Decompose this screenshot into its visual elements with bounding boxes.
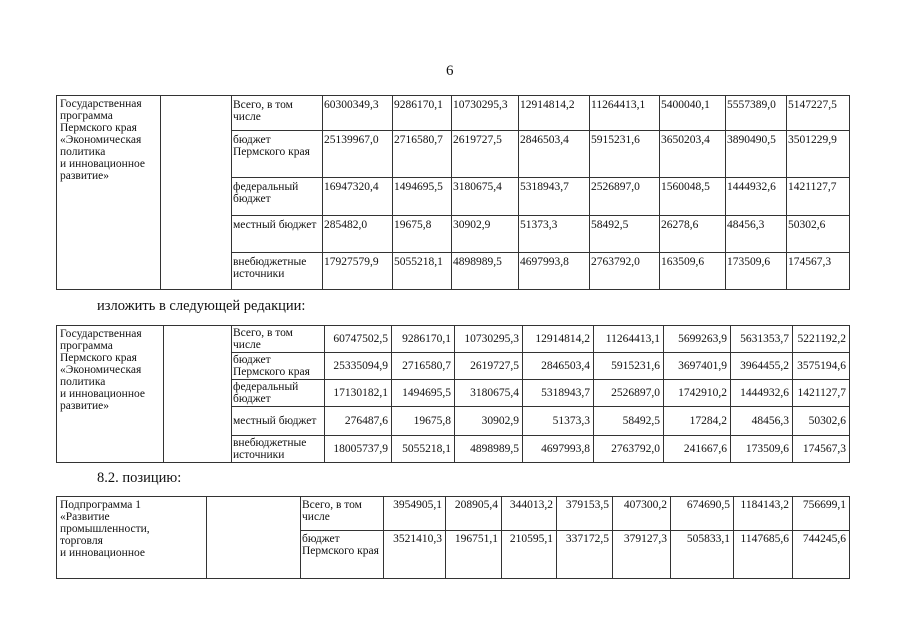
value-cell: 241667,6 [664, 436, 731, 463]
value-cell: 379153,5 [557, 497, 613, 531]
empty-cell [161, 96, 232, 290]
row-label: федеральный бюджет [232, 178, 323, 216]
value-cell: 1444932,6 [731, 380, 793, 407]
value-cell: 3501229,9 [787, 131, 850, 178]
value-cell: 11264413,1 [590, 96, 660, 131]
value-cell: 11264413,1 [594, 326, 664, 353]
value-cell: 1421127,7 [793, 380, 850, 407]
name-line: Государственная [60, 98, 142, 110]
value-cell: 196751,1 [446, 531, 502, 579]
value-cell: 174567,3 [793, 436, 850, 463]
subprogram-table [56, 496, 850, 579]
value-cell: 5055218,1 [392, 436, 455, 463]
name-line: Пермского края [60, 352, 137, 364]
value-cell: 9286170,1 [392, 326, 455, 353]
value-cell: 2526897,0 [594, 380, 664, 407]
value-cell: 3180675,4 [452, 178, 519, 216]
value-cell: 19675,8 [392, 407, 455, 436]
value-cell: 4697993,8 [523, 436, 594, 463]
row-label: Всего, в том числе [232, 96, 323, 131]
value-cell: 1444932,6 [726, 178, 787, 216]
value-cell: 210595,1 [502, 531, 557, 579]
value-cell: 1184143,2 [734, 497, 793, 531]
value-cell: 58492,5 [594, 407, 664, 436]
value-cell: 1494695,5 [392, 380, 455, 407]
name-line: и инновационное [60, 388, 145, 400]
row-label: Всего, в том числе [301, 497, 384, 531]
value-cell: 4697993,8 [519, 253, 590, 290]
row-label: бюджет Пермского края [232, 353, 325, 380]
value-cell: 5915231,6 [590, 131, 660, 178]
value-cell: 5055218,1 [393, 253, 452, 290]
value-cell: 756699,1 [793, 497, 850, 531]
value-cell: 3697401,9 [664, 353, 731, 380]
value-cell: 12914814,2 [519, 96, 590, 131]
value-cell: 5631353,7 [731, 326, 793, 353]
value-cell: 2619727,5 [452, 131, 519, 178]
value-cell: 2619727,5 [455, 353, 523, 380]
value-cell: 1421127,7 [787, 178, 850, 216]
program-name-cell [57, 96, 161, 290]
value-cell: 3890490,5 [726, 131, 787, 178]
name-line: Пермского края [60, 122, 137, 134]
value-cell: 17284,2 [664, 407, 731, 436]
program-table-old [56, 95, 850, 290]
value-cell: 3575194,6 [793, 353, 850, 380]
value-cell: 744245,6 [793, 531, 850, 579]
name-line: Государственная [60, 328, 142, 340]
value-cell: 3964455,2 [731, 353, 793, 380]
value-cell: 1494695,5 [393, 178, 452, 216]
row-label: местный бюджет [232, 216, 323, 253]
name-line: развитие» [60, 170, 110, 182]
empty-cell [207, 497, 301, 579]
value-cell: 173509,6 [731, 436, 793, 463]
value-cell: 25139967,0 [323, 131, 393, 178]
value-cell: 48456,3 [726, 216, 787, 253]
value-cell: 60747502,5 [325, 326, 392, 353]
value-cell: 379127,3 [613, 531, 671, 579]
name-line: торговля [60, 535, 103, 547]
value-cell: 30902,9 [455, 407, 523, 436]
value-cell: 51373,3 [523, 407, 594, 436]
value-cell: 17927579,9 [323, 253, 393, 290]
value-cell: 2716580,7 [393, 131, 452, 178]
value-cell: 208905,4 [446, 497, 502, 531]
value-cell: 50302,6 [787, 216, 850, 253]
value-cell: 58492,5 [590, 216, 660, 253]
value-cell: 3954905,1 [384, 497, 446, 531]
value-cell: 9286170,1 [393, 96, 452, 131]
name-line: развитие» [60, 400, 110, 412]
row-label: Всего, в том числе [232, 326, 325, 353]
name-line: промышленности, [60, 523, 150, 535]
value-cell: 4898989,5 [455, 436, 523, 463]
value-cell: 285482,0 [323, 216, 393, 253]
value-cell: 30902,9 [452, 216, 519, 253]
section-heading: 8.2. позицию: [97, 470, 182, 486]
name-line: «Экономическая [60, 364, 142, 376]
value-cell: 674690,5 [671, 497, 734, 531]
value-cell: 51373,3 [519, 216, 590, 253]
value-cell: 5147227,5 [787, 96, 850, 131]
row-label: бюджет Пермского края [232, 131, 323, 178]
value-cell: 2526897,0 [590, 178, 660, 216]
value-cell: 60300349,3 [323, 96, 393, 131]
value-cell: 1147685,6 [734, 531, 793, 579]
value-cell: 1560048,5 [660, 178, 726, 216]
row-label: внебюджетные источники [232, 253, 323, 290]
value-cell: 12914814,2 [523, 326, 594, 353]
value-cell: 2763792,0 [594, 436, 664, 463]
value-cell: 344013,2 [502, 497, 557, 531]
name-line: Подпрограмма 1 [60, 499, 142, 511]
value-cell: 505833,1 [671, 531, 734, 579]
name-line: «Экономическая [60, 134, 142, 146]
value-cell: 3650203,4 [660, 131, 726, 178]
empty-cell [164, 326, 232, 463]
value-cell: 1742910,2 [664, 380, 731, 407]
value-cell: 2846503,4 [523, 353, 594, 380]
page-number: 6 [446, 63, 454, 79]
name-line: «Развитие [60, 511, 110, 523]
value-cell: 10730295,3 [455, 326, 523, 353]
name-line: политика [60, 146, 106, 158]
row-label: местный бюджет [232, 407, 325, 436]
value-cell: 5318943,7 [523, 380, 594, 407]
name-line: политика [60, 376, 106, 388]
value-cell: 17130182,1 [325, 380, 392, 407]
value-cell: 173509,6 [726, 253, 787, 290]
value-cell: 3180675,4 [455, 380, 523, 407]
value-cell: 2763792,0 [590, 253, 660, 290]
value-cell: 48456,3 [731, 407, 793, 436]
name-line: программа [60, 110, 113, 122]
instruction-text: изложить в следующей редакции: [97, 298, 306, 314]
value-cell: 26278,6 [660, 216, 726, 253]
value-cell: 3521410,3 [384, 531, 446, 579]
value-cell: 25335094,9 [325, 353, 392, 380]
program-name-cell [57, 326, 164, 463]
name-line: и инновационное [60, 158, 145, 170]
value-cell: 2716580,7 [392, 353, 455, 380]
value-cell: 4898989,5 [452, 253, 519, 290]
row-label: бюджет Пермского края [301, 531, 384, 579]
value-cell: 407300,2 [613, 497, 671, 531]
value-cell: 50302,6 [793, 407, 850, 436]
row-label: федеральный бюджет [232, 380, 325, 407]
value-cell: 174567,3 [787, 253, 850, 290]
value-cell: 276487,6 [325, 407, 392, 436]
program-table-new [56, 325, 850, 463]
value-cell: 10730295,3 [452, 96, 519, 131]
value-cell: 5699263,9 [664, 326, 731, 353]
value-cell: 19675,8 [393, 216, 452, 253]
value-cell: 337172,5 [557, 531, 613, 579]
name-line: и инновационное [60, 547, 145, 559]
name-line: программа [60, 340, 113, 352]
subprogram-name-cell [57, 497, 207, 579]
value-cell: 5557389,0 [726, 96, 787, 131]
value-cell: 5221192,2 [793, 326, 850, 353]
value-cell: 5400040,1 [660, 96, 726, 131]
value-cell: 2846503,4 [519, 131, 590, 178]
value-cell: 16947320,4 [323, 178, 393, 216]
value-cell: 163509,6 [660, 253, 726, 290]
row-label: внебюджетные источники [232, 436, 325, 463]
value-cell: 18005737,9 [325, 436, 392, 463]
value-cell: 5915231,6 [594, 353, 664, 380]
value-cell: 5318943,7 [519, 178, 590, 216]
